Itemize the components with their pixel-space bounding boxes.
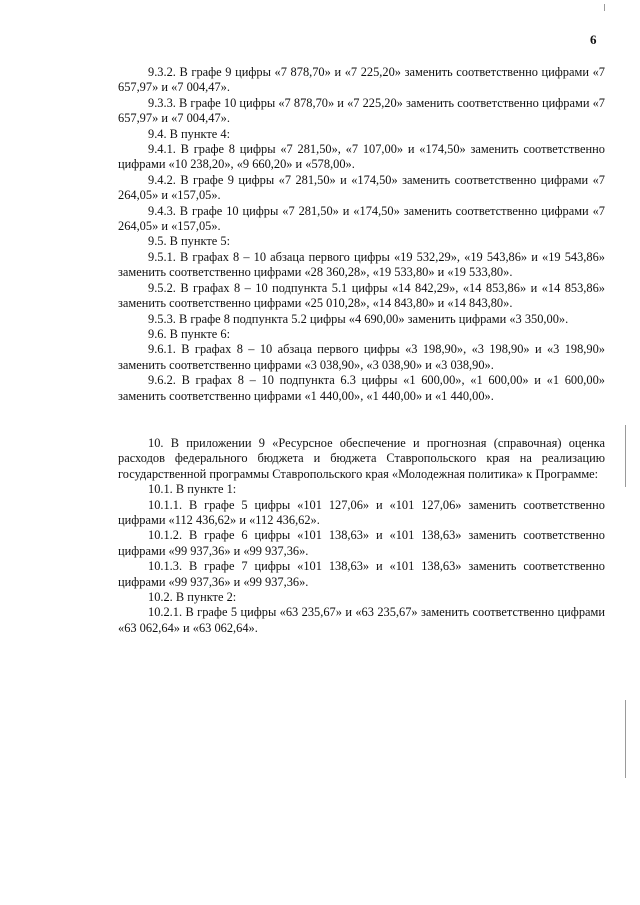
document-body [118, 65, 605, 636]
page-number: 6 [590, 32, 597, 47]
scan-mark-corner [604, 4, 605, 11]
section-spacer [118, 404, 605, 436]
paragraph-9-5-2: 9.5.2. В графах 8 – 10 подпункта 5.1 цифры «14 842,29», «14 853,86» и «14 853,86» заменить соответственно цифрами «25 010,28», «14 843,80» и «14 843,80». [118, 280, 605, 311]
paragraph-9-5-1: 9.5.1. В графах 8 – 10 абзаца первого цифры «19 532,29», «19 543,86» и «19 543,86» заменить соответственно цифрами «28 360,28», «19 533,80» и «19 533,80». [118, 249, 605, 280]
paragraph-10-1-2: 10.1.2. В графе 6 цифры «101 138,63» и «101 138,63» заменить соответственно цифрами «99 937,36» и «99 937,36». [118, 528, 605, 558]
paragraph-9-4-3: 9.4.3. В графе 10 цифры «7 281,50» и «174,50» заменить соответственно цифрами «7 264,05» и «157,05». [118, 203, 605, 234]
paragraph-9-6-1: 9.6.1. В графах 8 – 10 абзаца первого цифры «3 198,90», «3 198,90» и «3 198,90» заменить соответственно цифрами «3 038,90», «3 038,90» и «3 038,90». [118, 342, 605, 372]
paragraph-9-5: 9.5. В пункте 5: [148, 234, 231, 249]
paragraph-9-6-2: 9.6.2. В графах 8 – 10 подпункта 6.3 цифры «1 600,00», «1 600,00» и «1 600,00» заменить соответственно цифрами «1 440,00», «1 440,00» и «1 440,00». [118, 373, 605, 403]
scan-mark-top [625, 425, 626, 487]
paragraph-9-4-1: 9.4.1. В графе 8 цифры «7 281,50», «7 107,00» и «174,50» заменить соответственно цифрами «10 238,20», «9 660,20» и «578,00». [118, 142, 605, 172]
paragraph-9-6: 9.6. В пункте 6: [148, 326, 231, 341]
paragraph-10-1-1: 10.1.1. В графе 5 цифры «101 127,06» и «101 127,06» заменить соответственно цифрами «112 436,62» и «112 436,62». [118, 497, 605, 527]
paragraph-9-5-3: 9.5.3. В графе 8 подпункта 5.2 цифры «4 690,00» заменить цифрами «3 350,00». [148, 311, 569, 326]
paragraph-9-3-2: 9.3.2. В графе 9 цифры «7 878,70» и «7 225,20» заменить соответственно цифрами «7 657,97» и «7 004,47». [118, 65, 605, 95]
paragraph-10: 10. В приложении 9 «Ресурсное обеспечение и прогнозная (справочная) оценка расходов федерального бюджета и бюджета Ставропольского края на реализацию государственной программы Ставропольского края «Молодежная политика» к Программе: [118, 435, 605, 481]
paragraph-9-4-2: 9.4.2. В графе 9 цифры «7 281,50» и «174,50» заменить соответственно цифрами «7 264,05» и «157,05». [118, 172, 605, 203]
paragraph-10-2-1: 10.2.1. В графе 5 цифры «63 235,67» и «63 235,67» заменить соответственно цифрами «63 062,64» и «63 062,64». [118, 605, 605, 635]
paragraph-9-4: 9.4. В пункте 4: [148, 126, 231, 141]
paragraph-10-1-3: 10.1.3. В графе 7 цифры «101 138,63» и «101 138,63» заменить соответственно цифрами «99 937,36» и «99 937,36». [118, 559, 605, 589]
paragraph-10-2: 10.2. В пункте 2: [148, 590, 237, 604]
paragraph-9-3-3: 9.3.3. В графе 10 цифры «7 878,70» и «7 225,20» заменить соответственно цифрами «7 657,97» и «7 004,47». [118, 95, 605, 126]
scan-mark-bottom [625, 700, 626, 778]
paragraph-10-1: 10.1. В пункте 1: [148, 482, 237, 497]
